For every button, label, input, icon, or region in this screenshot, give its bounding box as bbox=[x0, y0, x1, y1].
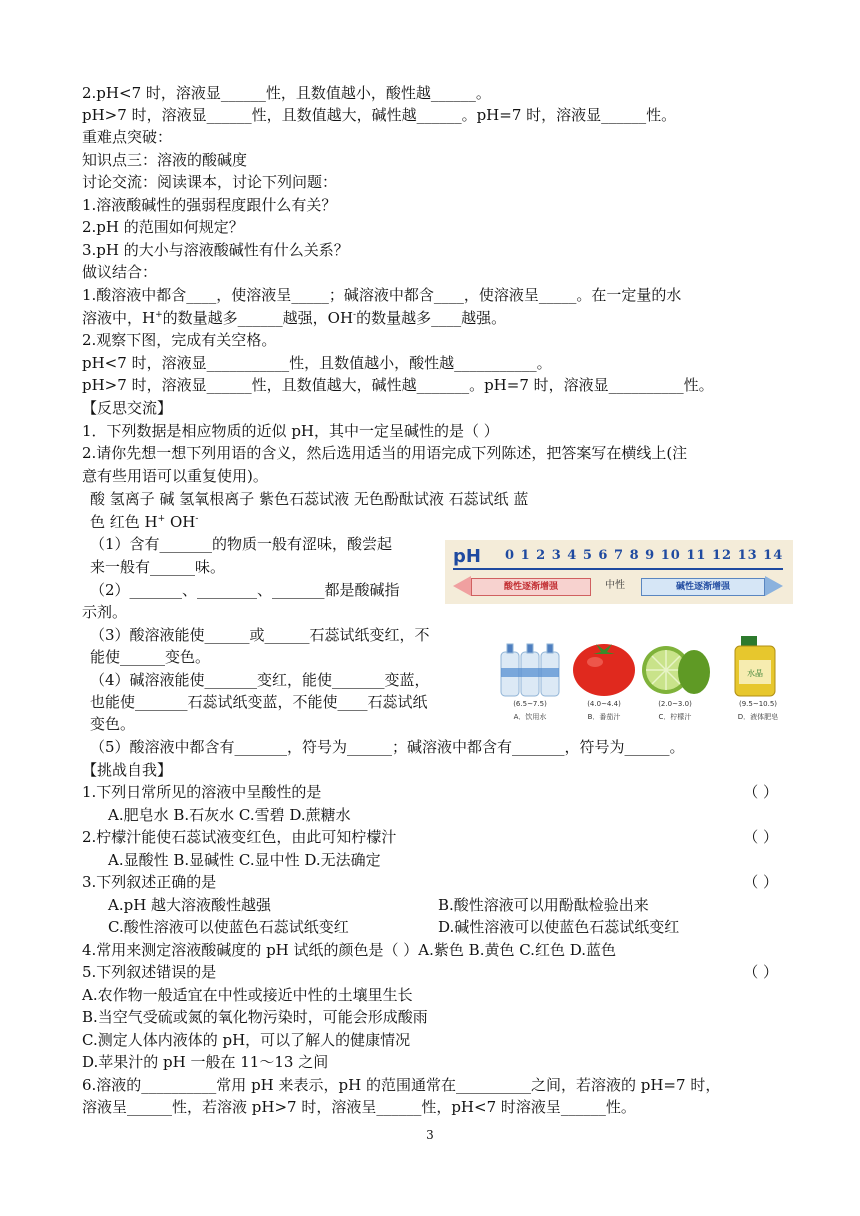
soap-label: 水晶 bbox=[747, 669, 763, 678]
question: 2.pH 的范围如何规定？ bbox=[82, 218, 244, 236]
text-line: pH>7 时，溶液显______性，且数值越大，碱性越______。pH=7 时，溶液显______性。 bbox=[82, 106, 677, 124]
picture-range: (2.0~3.0) bbox=[658, 700, 692, 708]
section-heading: 知识点三：溶液的酸碱度 bbox=[82, 151, 248, 169]
text-run: 色 红色 H bbox=[90, 513, 158, 531]
question: 2.请你先想一想下列用语的含义，然后选用适当的用语完成下列陈述，把答案写在横线上(注 bbox=[82, 444, 688, 462]
question: 2.柠檬汁能使石蕊试液变红色，由此可知柠檬汁 bbox=[82, 828, 397, 846]
section-heading: 做议结合： bbox=[82, 263, 158, 281]
text-line: 溶液呈______性，若溶液 pH>7 时，溶液呈______性，pH<7 时溶液呈______性。 bbox=[82, 1098, 636, 1116]
text-line: 也能使_______石蕊试纸变蓝，不能使____石蕊试纸 bbox=[90, 693, 428, 711]
tomato-icon bbox=[569, 632, 639, 698]
question: 6.溶液的__________常用 pH 来表示，pH 的范围通常在__________之间，若溶液的 pH=7 时， bbox=[82, 1076, 721, 1094]
superscript: + bbox=[155, 310, 163, 320]
picture-soap bbox=[723, 632, 793, 734]
text-run: 的数量越多____越强。 bbox=[356, 309, 507, 327]
text-line: 意有些用语可以重复使用)。 bbox=[82, 467, 268, 485]
text-line: （5）酸溶液中都含有_______，符号为______；碱溶液中都含有_______，符号为______。 bbox=[90, 738, 685, 756]
superscript: - bbox=[353, 310, 357, 320]
picture-lime bbox=[640, 632, 710, 734]
text-line: 示剂。 bbox=[82, 603, 128, 621]
picture-caption: C．柠檬汁 bbox=[658, 713, 692, 721]
answer-paren: （ ） bbox=[743, 963, 778, 981]
text-run: 溶液中，H bbox=[82, 309, 156, 327]
text-line: （1）含有_______的物质一般有涩味，酸尝起 bbox=[90, 535, 393, 553]
answer-paren: （ ） bbox=[743, 783, 778, 801]
ph-label: pH bbox=[453, 546, 481, 567]
option: A.农作物一般适宜在中性或接近中性的土壤里生长 bbox=[82, 986, 413, 1004]
text-line: （3）酸溶液能使______或______石蕊试纸变红，不 bbox=[90, 626, 430, 644]
option: A.pH 越大溶液酸性越强 bbox=[108, 896, 272, 914]
lime-icon bbox=[640, 632, 712, 698]
neutral-label: 中性 bbox=[605, 580, 625, 591]
picture-caption: A．饮用水 bbox=[513, 713, 547, 721]
base-label: 碱性逐渐增强 bbox=[641, 578, 765, 596]
picture-range: (4.0~4.4) bbox=[587, 700, 621, 708]
picture-tomato bbox=[569, 632, 639, 734]
text-line: 1.酸溶液中都含____，使溶液呈_____；碱溶液中都含____，使溶液呈_____。在一定量的水 bbox=[82, 286, 682, 304]
ph-arrows bbox=[453, 576, 785, 596]
option: C.测定人体内液体的 pH，可以了解人的健康情况 bbox=[82, 1031, 411, 1049]
picture-caption: D．液体肥皂 bbox=[737, 713, 779, 721]
water-bottles-icon bbox=[495, 632, 565, 698]
text-line: 2.观察下图，完成有关空格。 bbox=[82, 331, 277, 349]
question: 3.下列叙述正确的是 bbox=[82, 873, 217, 891]
option: B.当空气受硫或氮的氧化物污染时，可能会形成酸雨 bbox=[82, 1008, 428, 1026]
term-list bbox=[90, 511, 198, 533]
question: 1.下列日常所见的溶液中呈酸性的是 bbox=[82, 783, 322, 801]
question: 5.下列叙述错误的是 bbox=[82, 963, 217, 981]
ph-scale-figure bbox=[445, 540, 793, 604]
superscript: - bbox=[195, 514, 199, 524]
section-heading: 【反思交流】 bbox=[82, 399, 173, 417]
answer-paren: （ ） bbox=[743, 873, 778, 891]
right-arrow-icon bbox=[765, 576, 783, 596]
left-arrow-icon bbox=[453, 576, 471, 596]
question: 1.溶液酸碱性的强弱程度跟什么有关？ bbox=[82, 196, 337, 214]
picture-range: (6.5~7.5) bbox=[513, 700, 547, 708]
text-line: pH>7 时，溶液显______性，且数值越大，碱性越_______。pH=7 时，溶液显__________性。 bbox=[82, 376, 714, 394]
ph-numbers: 0 1 2 3 4 5 6 7 8 9 10 11 12 13 14 bbox=[505, 548, 784, 563]
question: 1．下列数据是相应物质的近似 pH，其中一定呈碱性的是（ ） bbox=[82, 422, 499, 440]
options: A.显酸性 B.显碱性 C.显中性 D.无法确定 bbox=[108, 851, 381, 869]
picture-range: (9.5~10.5) bbox=[738, 700, 778, 708]
text-line: （2）_______、________、_______都是酸碱指 bbox=[90, 581, 400, 599]
divider bbox=[453, 568, 783, 570]
option: D.碱性溶液可以使蓝色石蕊试纸变红 bbox=[438, 918, 680, 936]
question: 3.pH 的大小与溶液酸碱性有什么关系？ bbox=[82, 241, 349, 259]
section-heading: 【挑战自我】 bbox=[82, 761, 173, 779]
answer-paren: （ ） bbox=[743, 828, 778, 846]
superscript: + bbox=[157, 514, 166, 524]
text-run: 的数量越多______越强，OH bbox=[162, 309, 354, 327]
text-line: 2.pH<7 时，溶液显______性，且数值越小，酸性越______。 bbox=[82, 84, 491, 102]
text-line: 讨论交流：阅读课本，讨论下列问题： bbox=[82, 173, 338, 191]
term-list: 酸 氢离子 碱 氢氧根离子 紫色石蕊试液 无色酚酞试液 石蕊试纸 蓝 bbox=[90, 490, 529, 508]
text-run: OH bbox=[165, 513, 196, 531]
option: C.酸性溶液可以使蓝色石蕊试纸变红 bbox=[108, 918, 349, 936]
text-line bbox=[82, 307, 506, 329]
text-line: pH<7 时，溶液显___________性，且数值越小，酸性越___________。 bbox=[82, 354, 552, 372]
options: A.肥皂水 B.石灰水 C.雪碧 D.蔗糖水 bbox=[108, 806, 351, 824]
page-number: 3 bbox=[426, 1128, 434, 1142]
soap-bottle-icon bbox=[723, 632, 793, 698]
picture-caption: B．番茄汁 bbox=[587, 713, 621, 721]
text-line: 变色。 bbox=[90, 715, 136, 733]
text-line: （4）碱溶液能使_______变红，能使_______变蓝， bbox=[90, 671, 430, 689]
text-line: 能使______变色。 bbox=[90, 648, 211, 666]
acid-label: 酸性逐渐增强 bbox=[471, 578, 591, 596]
option: B.酸性溶液可以用酚酞检验出来 bbox=[438, 896, 649, 914]
substances-figure bbox=[495, 632, 795, 734]
option: D.苹果汁的 pH 一般在 11～13 之间 bbox=[82, 1053, 329, 1071]
picture-water bbox=[495, 632, 565, 734]
text-line: 来一般有______味。 bbox=[90, 558, 226, 576]
section-heading: 重难点突破： bbox=[82, 128, 173, 146]
question: 4.常用来测定溶液酸碱度的 pH 试纸的颜色是（ ）A.紫色 B.黄色 C.红色 D.蓝色 bbox=[82, 941, 616, 959]
